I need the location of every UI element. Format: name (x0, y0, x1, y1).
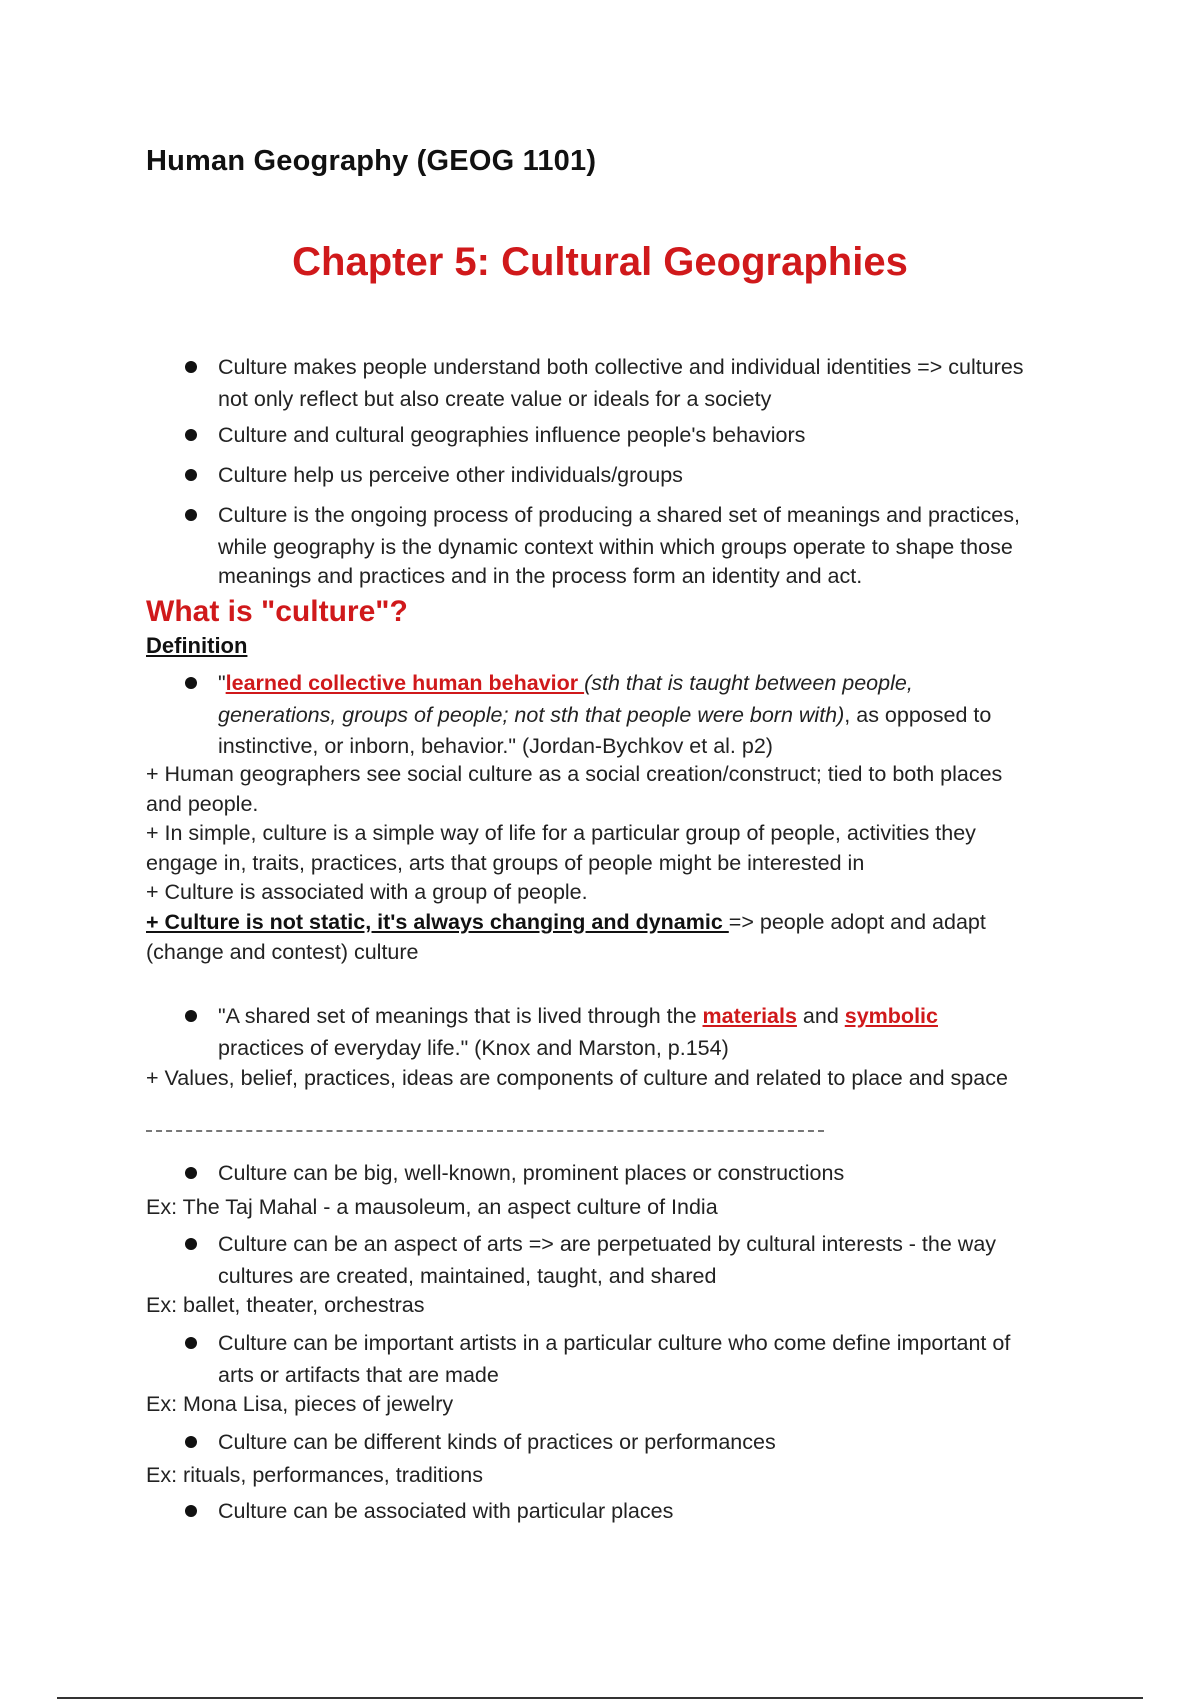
example-3-ex: Ex: Mona Lisa, pieces of jewelry (146, 1392, 454, 1416)
bullet-icon (185, 509, 197, 521)
bullet-icon (185, 361, 197, 373)
definition-note-1: (sth that is taught between people, (584, 671, 913, 695)
example-2-ex: Ex: ballet, theater, orchestras (146, 1293, 425, 1317)
definition-rest: , as opposed to (844, 703, 992, 727)
bullet-icon (185, 1505, 197, 1517)
definition-2-line-2: practices of everyday life." (Knox and Marston, p.154) (218, 1036, 729, 1060)
intro-bullet-3: Culture help us perceive other individuals/groups (218, 463, 683, 487)
example-2-line-2: cultures are created, maintained, taught, and shared (218, 1264, 717, 1288)
note-5: + Values, belief, practices, ideas are components of culture and related to place and space (146, 1066, 1008, 1090)
note-4-emphasis: + Culture is not static, it's always changing and dynamic (146, 910, 729, 934)
note-2-line-2: engage in, traits, practices, arts that groups of people might be interested in (146, 851, 865, 875)
course-title: Human Geography (GEOG 1101) (146, 145, 597, 177)
example-2-line-1: Culture can be an aspect of arts => are perpetuated by cultural interests - the way (218, 1232, 997, 1256)
example-1-ex: Ex: The Taj Mahal - a mausoleum, an aspect culture of India (146, 1195, 718, 1219)
example-5: Culture can be associated with particular places (218, 1499, 674, 1523)
symbolic-term: symbolic (844, 1004, 938, 1028)
intro-bullet-4-line-1: Culture is the ongoing process of producing a shared set of meanings and practices, (218, 503, 1020, 527)
note-1-line-2: and people. (146, 792, 259, 816)
example-3-line-1: Culture can be important artists in a particular culture who come define important of (218, 1331, 1011, 1355)
intro-bullet-2: Culture and cultural geographies influence people's behaviors (218, 423, 806, 447)
definition-term: learned collective human behavior (225, 671, 585, 695)
example-4-ex: Ex: rituals, performances, traditions (146, 1463, 483, 1487)
intro-bullet-4-line-3: meanings and practices and in the process form an identity and act. (218, 564, 863, 588)
definition-2-pre: "A shared set of meanings that is lived through the (218, 1004, 703, 1028)
page-bottom-rule (57, 1697, 1143, 1699)
bullet-icon (185, 1167, 197, 1179)
quote-mark: " (218, 671, 226, 695)
definition-note-2: generations, groups of people; not sth that people were born with) (218, 703, 845, 727)
bullet-icon (185, 1337, 197, 1349)
definition-1-line-2 (218, 700, 991, 730)
chapter-title: Chapter 5: Cultural Geographies (292, 240, 908, 284)
intro-bullet-4-line-2: while geography is the dynamic context within which groups operate to shape those (218, 535, 1013, 559)
definition-2-line-1 (218, 1001, 938, 1031)
intro-bullet-1-line-1: Culture makes people understand both collective and individual identities => cultures (218, 355, 1024, 379)
bullet-icon (185, 1010, 197, 1022)
definition-2-and: and (796, 1004, 845, 1028)
note-2-line-1: + In simple, culture is a simple way of life for a particular group of people, activities they (146, 821, 976, 845)
note-4-rest: => people adopt and adapt (728, 910, 986, 934)
note-4-line-1 (146, 907, 986, 937)
bullet-icon (185, 677, 197, 689)
note-3: + Culture is associated with a group of people. (146, 880, 588, 904)
definition-1-line-3: instinctive, or inborn, behavior." (Jordan-Bychkov et al. p2) (218, 734, 773, 758)
bullet-icon (185, 1238, 197, 1250)
example-3-line-2: arts or artifacts that are made (218, 1363, 499, 1387)
intro-bullet-1-line-2: not only reflect but also create value or ideals for a society (218, 387, 772, 411)
note-1-line-1: + Human geographers see social culture as a social creation/construct; tied to both places (146, 762, 1003, 786)
materials-term: materials (702, 1004, 797, 1028)
section-heading: What is "culture"? (146, 595, 408, 628)
definition-1-line-1 (218, 668, 913, 698)
section-divider (146, 1130, 824, 1132)
definition-subheading: Definition (146, 633, 248, 658)
bullet-icon (185, 1436, 197, 1448)
bullet-icon (185, 469, 197, 481)
example-4: Culture can be different kinds of practices or performances (218, 1430, 776, 1454)
note-4-line-2: (change and contest) culture (146, 940, 419, 964)
example-1: Culture can be big, well-known, prominent places or constructions (218, 1161, 845, 1185)
bullet-icon (185, 429, 197, 441)
